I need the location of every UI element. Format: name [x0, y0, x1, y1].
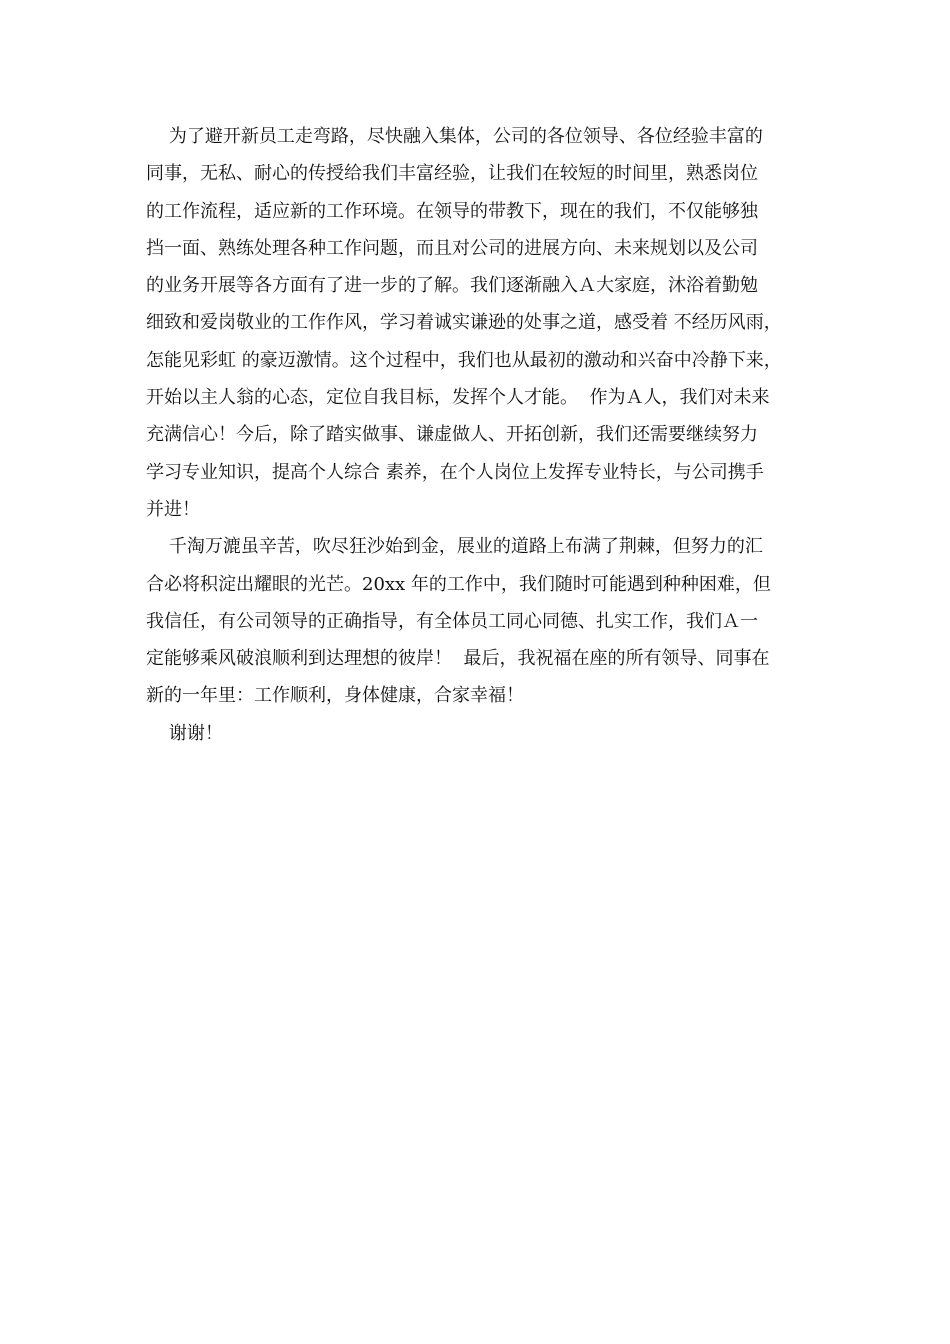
- text-line: 细致和爱岗敬业的工作作风，学习着诚实谦逊的处事之道，感受着 不经历风雨，: [146, 312, 782, 334]
- text-line: 定能够乘风破浪顺利到达理想的彼岸！ 最后，我祝福在座的所有领导、同事在: [146, 648, 770, 670]
- text-line: 新的一年里：工作顺利，身体健康，合家幸福！: [146, 685, 524, 707]
- text-line: 的工作流程，适应新的工作环境。在领导的带教下，现在的我们，不仅能够独: [146, 200, 758, 222]
- document-body: [146, 118, 836, 752]
- text-line: 充满信心！今后，除了踏实做事、谦虚做人、开拓创新，我们还需要继续努力: [146, 424, 758, 446]
- text-line: 开始以主人翁的心态，定位自我目标，发挥个人才能。 作为Ａ人，我们对未来: [146, 387, 770, 409]
- text-line: 谢谢！: [146, 722, 223, 744]
- text-line: 怎能见彩虹 的豪迈激情。这个过程中，我们也从最初的激动和兴奋中冷静下来，: [146, 349, 782, 371]
- text-line: 并进！: [146, 498, 200, 520]
- text-line: 挡一面、熟练处理各种工作问题，而且对公司的进展方向、未来规划以及公司: [146, 237, 758, 259]
- text-line: 千淘万漉虽辛苦，吹尽狂沙始到金，展业的道路上布满了荆棘，但努力的汇: [146, 536, 763, 558]
- text-line: 的业务开展等各方面有了进一步的了解。我们逐渐融入Ａ大家庭，沐浴着勤勉: [146, 275, 758, 297]
- paragraph-1: [146, 118, 836, 528]
- text-line: 学习专业知识，提高个人综合 素养，在个人岗位上发挥专业特长，与公司携手: [146, 461, 764, 483]
- text-line: 合必将积淀出耀眼的光芒。20xx 年的工作中，我们随时可能遇到种种困难，但: [146, 573, 771, 595]
- paragraph-2: [146, 528, 836, 714]
- paragraph-3: [146, 715, 836, 752]
- text-line: 为了避开新员工走弯路，尽快融入集体，公司的各位领导、各位经验丰富的: [146, 126, 763, 147]
- text-line: 我信任，有公司领导的正确指导，有全体员工同心同德、扎实工作，我们Ａ一: [146, 610, 758, 632]
- text-line: 同事，无私、耐心的传授给我们丰富经验，让我们在较短的时间里，熟悉岗位: [146, 163, 758, 185]
